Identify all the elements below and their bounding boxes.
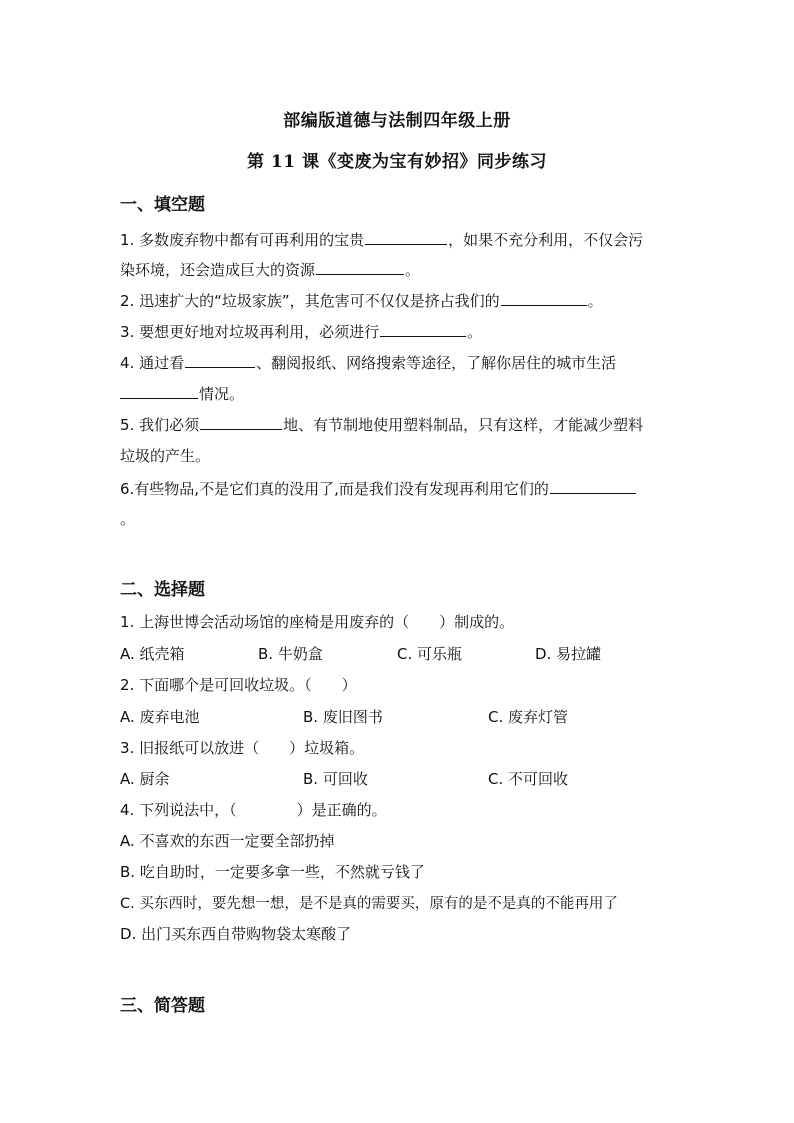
fill-question-6: 6.有些物品,不是它们真的没用了,而是我们没有发现再利用它们的 — [120, 478, 680, 499]
fill-question-5-cont: 垃圾的产生。 — [120, 447, 211, 465]
fill-question-4: 4. 通过看 、翻阅报纸、网络搜索等途径，了解你居住的城市生活 — [120, 354, 617, 372]
choice-option[interactable]: B. 吃自助时，一定要多拿一些，不然就亏钱了 — [120, 863, 425, 881]
fill-question-1-cont: 染环境，还会造成巨大的资源 。 — [120, 261, 421, 279]
choice-option[interactable]: C. 买东西时，要先想一想，是不是真的需要买，原有的是不是真的不能再用了 — [120, 896, 618, 912]
choice-question-1: 1. 上海世博会活动场馆的座椅是用废弃的（ ）制成的。 — [120, 613, 515, 631]
answer-blank[interactable] — [200, 415, 282, 430]
choice-option[interactable]: B. 可回收 — [303, 770, 368, 788]
answer-blank[interactable] — [501, 291, 587, 306]
fill-question-4-cont: 情况。 — [120, 383, 680, 404]
choice-option[interactable]: A. 不喜欢的东西一定要全部扔掉 — [120, 832, 335, 850]
answer-blank[interactable] — [120, 384, 198, 399]
choice-option[interactable]: C. 可乐瓶 — [397, 645, 463, 663]
fill-question-3: 3. 要想更好地对垃圾再利用，必须进行 。 — [120, 323, 483, 341]
fill-question-1: 1. 多数废弃物中都有可再利用的宝贵 ，如果不充分利用，不仅会污 — [120, 231, 644, 249]
choice-question-2: 2. 下面哪个是可回收垃圾。（ ） — [120, 676, 357, 694]
section-heading-choice: 二、选择题 — [120, 580, 205, 600]
choice-question-4: 4. 下列说法中，（ ）是正确的。 — [120, 801, 387, 819]
choice-question-3: 3. 旧报纸可以放进（ ）垃圾箱。 — [120, 739, 365, 757]
fill-question-2: 2. 迅速扩大的“垃圾家族”，其危害可不仅仅是挤占我们的 。 — [120, 292, 603, 310]
lesson-subtitle: 第 11 课《变废为宝有妙招》同步练习 — [247, 152, 547, 172]
answer-blank[interactable] — [380, 322, 466, 337]
fill-question-6-cont: 。 — [120, 510, 136, 528]
choice-option[interactable]: D. 出门买东西自带购物袋太寒酸了 — [120, 925, 352, 943]
choice-option[interactable]: A. 厨余 — [120, 770, 170, 788]
choice-option[interactable]: D. 易拉罐 — [535, 645, 602, 663]
choice-option[interactable]: C. 不可回收 — [488, 770, 569, 788]
choice-option[interactable]: A. 纸壳箱 — [120, 645, 185, 663]
choice-option[interactable]: B. 废旧图书 — [303, 708, 383, 726]
answer-blank[interactable] — [185, 353, 255, 368]
choice-option[interactable]: B. 牛奶盒 — [258, 645, 323, 663]
section-heading-short-answer: 三、简答题 — [120, 996, 205, 1016]
choice-option[interactable]: A. 废弃电池 — [120, 708, 200, 726]
section-heading-fill: 一、填空题 — [120, 195, 205, 215]
choice-option[interactable]: C. 废弃灯管 — [488, 708, 569, 726]
answer-blank[interactable] — [365, 230, 447, 245]
fill-question-5: 5. 我们必须 地、有节制地使用塑料制品，只有这样，才能减少塑料 — [120, 416, 644, 434]
page-title: 部编版道德与法制四年级上册 — [283, 111, 511, 131]
answer-blank[interactable] — [550, 479, 636, 494]
answer-blank[interactable] — [316, 260, 404, 275]
